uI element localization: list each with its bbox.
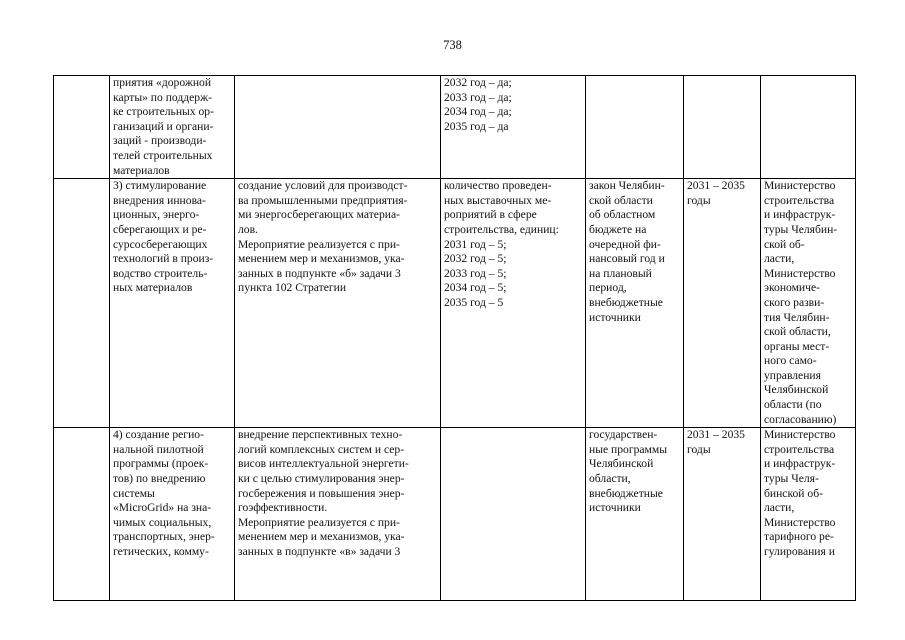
cell-indicator: 2032 год – да; 2033 год – да; 2034 год – да; 2035 год – да (441, 76, 586, 179)
cell-number (54, 76, 110, 179)
page-number: 738 (443, 38, 462, 52)
cell-indicator (441, 428, 586, 601)
cell-period: 2031 – 2035 годы (684, 428, 761, 601)
cell-executor (761, 76, 856, 179)
cell-measure: 3) стимулирование внедрения иннова- ционных, энерго- сберегающих и ре- сурсосберегающих технологий в произ- водство строитель- ных материалов (110, 179, 235, 428)
cell-content: создание условий для производст- ва промышленными предприятия- ми энергосберегающих материа- лов. Мероприятие реализуется с при- менением мер и механизмов, ука- занных в подпункте «б» задачи 3 пункта 102 Стратегии (235, 179, 441, 428)
cell-number (54, 179, 110, 428)
cell-measure: приятия «дорожной карты» по поддерж- ке строительных ор- ганизаций и органи- заций - производи- телей строительных материалов (110, 76, 235, 179)
measures-table (53, 75, 856, 601)
table-row (54, 428, 856, 601)
cell-content (235, 76, 441, 179)
table-row (54, 179, 856, 428)
cell-executor: Министерство строительства и инфраструк- туры Челябин- ской об- ласти, Министерство экономиче- ского разви- тия Челябин- ской области, органы мест- ного само- управления Челябинской области (по согласованию) (761, 179, 856, 428)
cell-period (684, 76, 761, 179)
cell-funding: государствен- ные программы Челябинской области, внебюджетные источники (586, 428, 684, 601)
cell-indicator: количество проведен- ных выставочных ме- роприятий в сфере строительства, единиц: 2031 год – 5; 2032 год – 5; 2033 год – 5; 2034 год – 5; 2035 год – 5 (441, 179, 586, 428)
cell-funding: закон Челябин- ской области об областном бюджете на очередной фи- нансовый год и на плановый период, внебюджетные источники (586, 179, 684, 428)
cell-number (54, 428, 110, 601)
table-row (54, 76, 856, 179)
cell-measure: 4) создание регио- нальной пилотной программы (проек- тов) по внедрению системы «MicroGrid» на зна- чимых социальных, транспортных, энер- гетических, комму- (110, 428, 235, 601)
cell-content: внедрение перспективных техно- логий комплексных систем и сер- висов интеллектуальной энергети- ки с целью стимулирования энер- госбережения и повышения энер- гоэффективности. Мероприятие реализуется с при- менением мер и механизмов, ука- занных в подпункте «в» задачи 3 (235, 428, 441, 601)
cell-executor: Министерство строительства и инфраструк- туры Челя- бинской об- ласти, Министерство тарифного ре- гулирования и (761, 428, 856, 601)
cell-funding (586, 76, 684, 179)
cell-period: 2031 – 2035 годы (684, 179, 761, 428)
